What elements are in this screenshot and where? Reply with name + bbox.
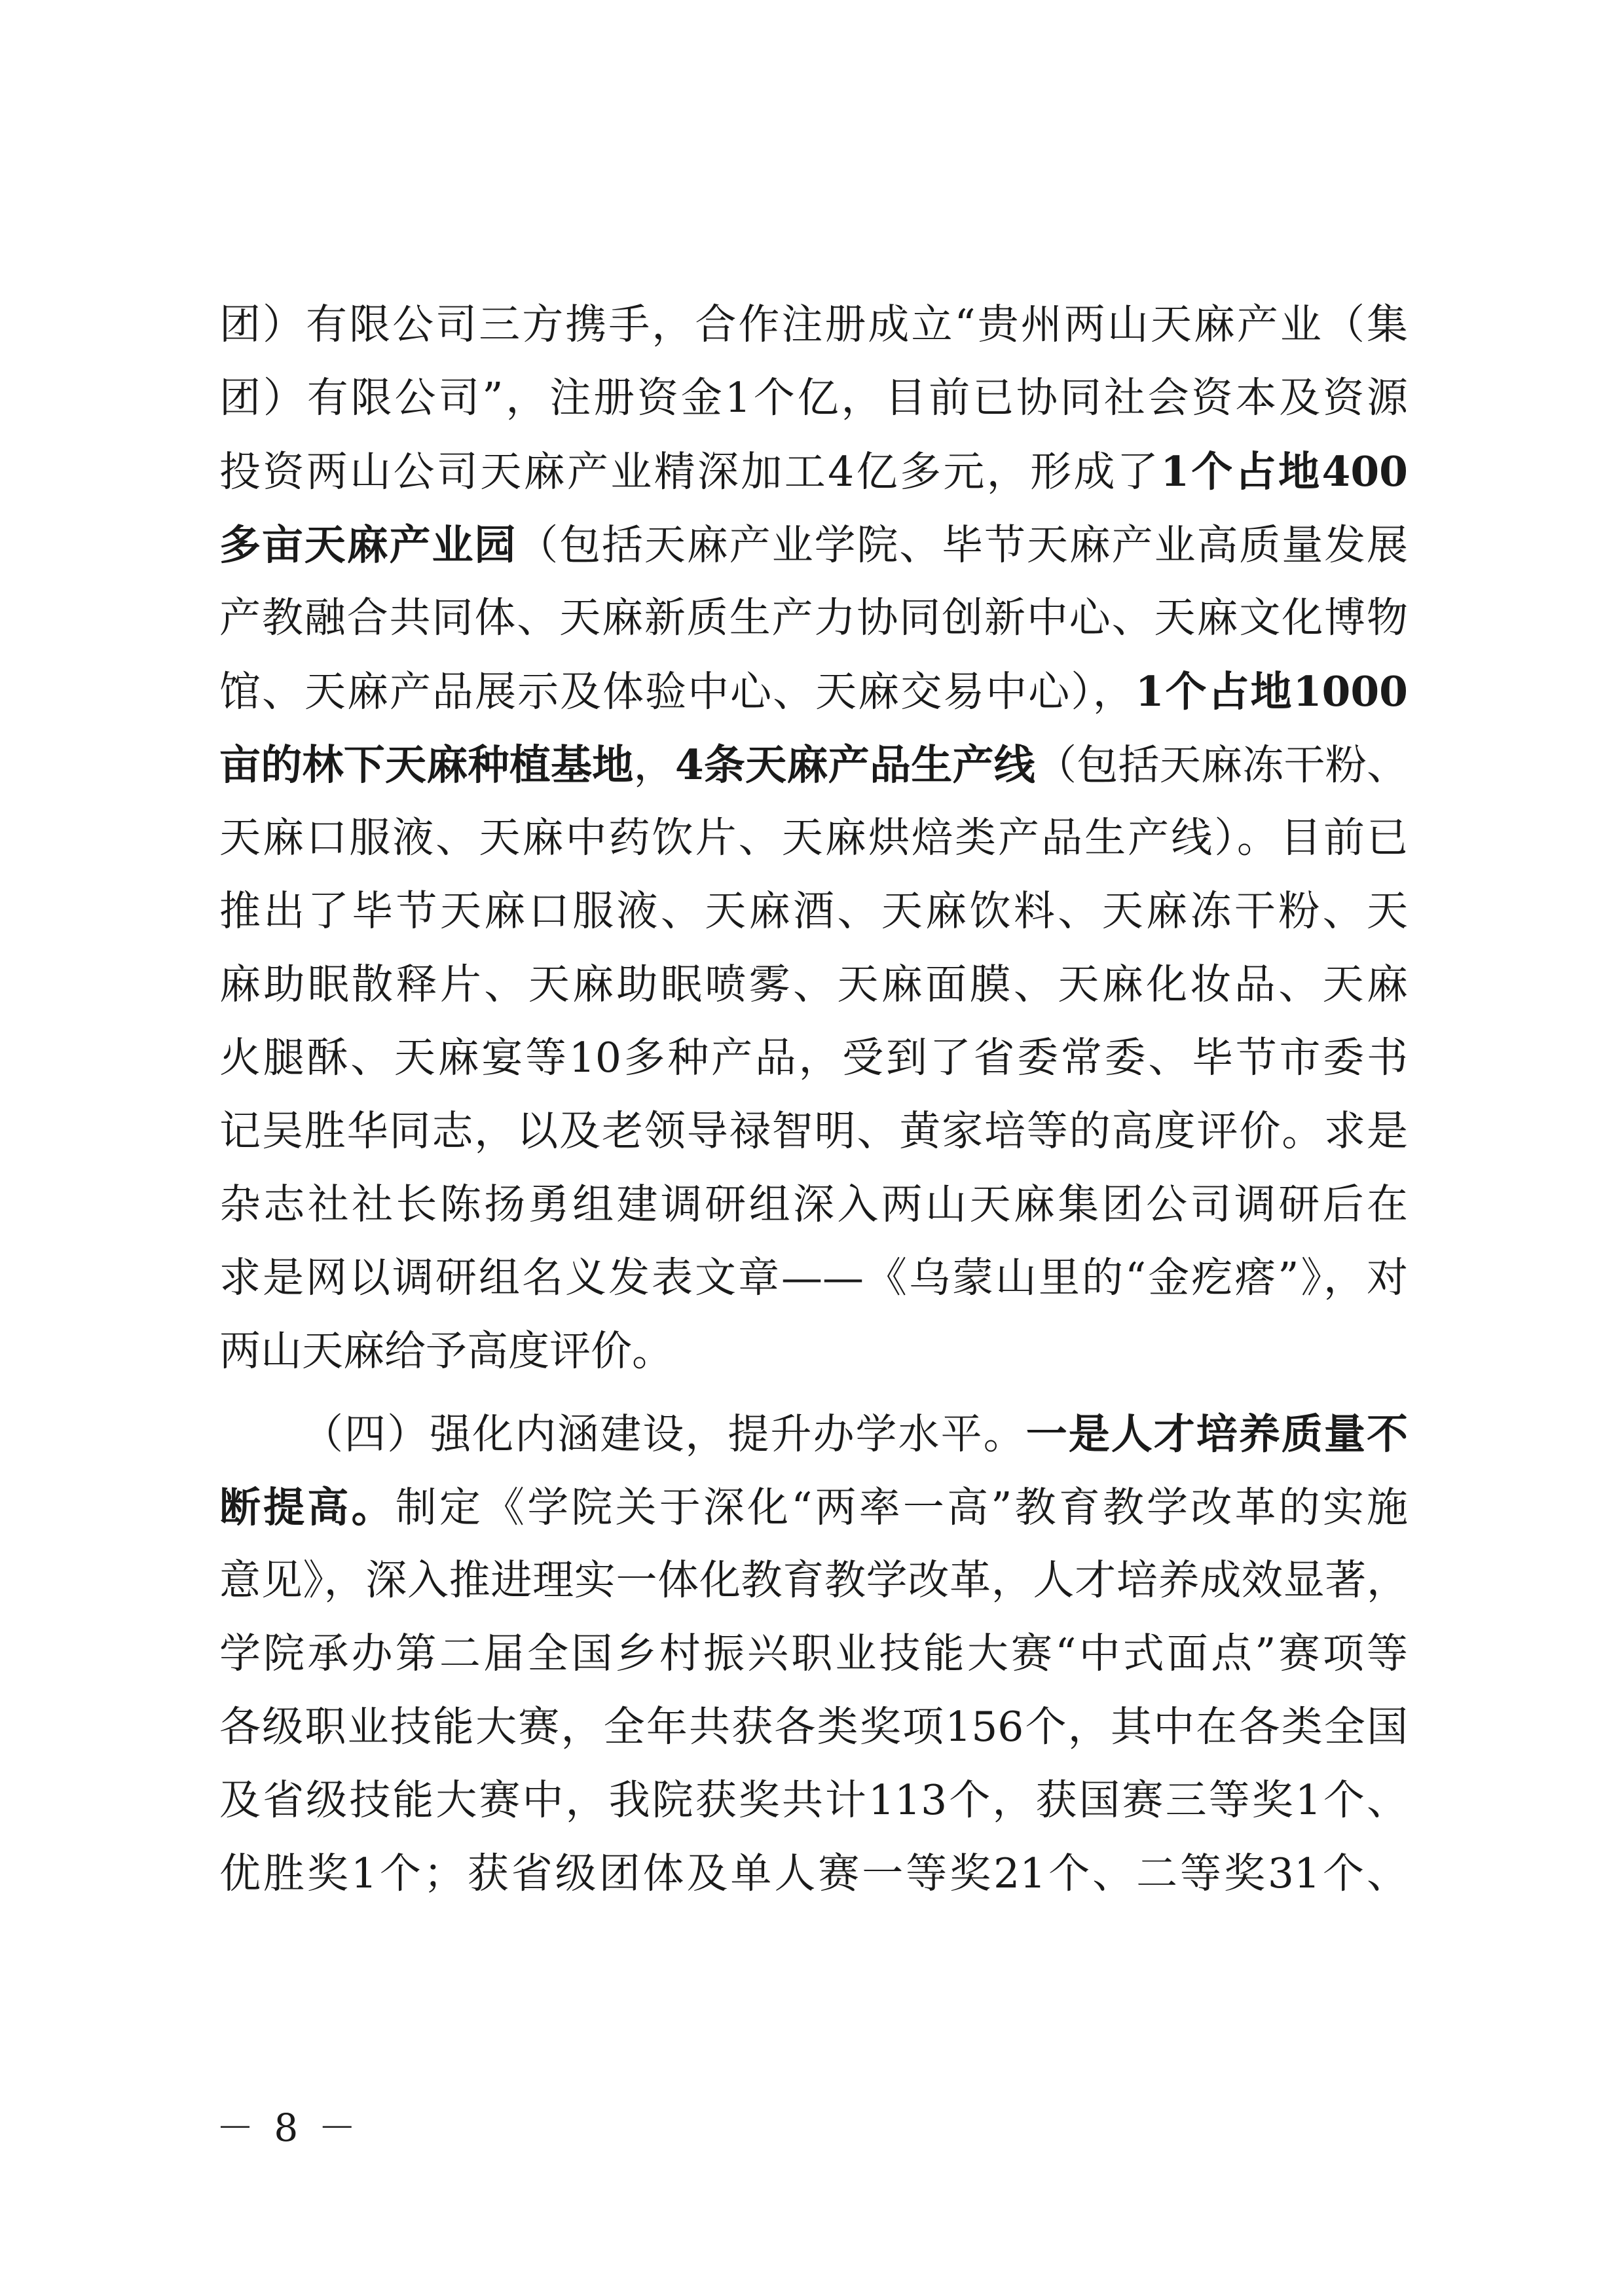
- text-segment: 麻助眠散释片、天麻助眠喷雾、天麻面膜、天麻化妆品、天麻: [219, 960, 1408, 1008]
- text-segment: 求是网以调研组名义发表文章——《乌蒙山里的“金疙瘩”》，对: [219, 1254, 1408, 1302]
- text-segment: 及省级技能大赛中，我院获奖共计113个，获国赛三等奖1个、: [219, 1776, 1408, 1824]
- bold-text: 一是人才培养质量不: [1025, 1410, 1408, 1458]
- text-segment: 意见》，深入推进理实一体化教育教学改革，人才培养成效显著，: [219, 1556, 1408, 1604]
- text-line: [219, 1690, 1408, 1764]
- text-line: [219, 1617, 1408, 1690]
- text-line: [219, 801, 1408, 875]
- text-line: [219, 1544, 1408, 1617]
- text-line: [219, 1470, 1408, 1544]
- text-segment: 制定《学院关于深化“两率一高”教育教学改革的实施: [395, 1484, 1408, 1531]
- text-line: [219, 1021, 1408, 1095]
- text-line: [219, 1837, 1408, 1910]
- text-line: [219, 1764, 1408, 1837]
- bold-text: 4条天麻产品生产线: [674, 740, 1035, 789]
- text-line: [219, 508, 1408, 581]
- text-line: [219, 1095, 1408, 1168]
- bold-text: 1个占地1000: [1135, 667, 1408, 716]
- text-segment: 产教融合共同体、天麻新质生产力协同创新中心、天麻文化博物: [219, 594, 1408, 642]
- text-line: [219, 435, 1408, 508]
- text-segment: 团）有限公司三方携手，合作注册成立“贵州两山天麻产业（集: [219, 301, 1408, 348]
- text-segment: 各级职业技能大赛，全年共获各类奖项156个，其中在各类全国: [219, 1703, 1408, 1751]
- text-line: [219, 728, 1408, 801]
- text-line: [219, 288, 1408, 361]
- text-segment: 火腿酥、天麻宴等10多种产品，受到了省委常委、毕节市委书: [219, 1034, 1408, 1082]
- text-segment: （包括天麻冻干粉、: [1035, 741, 1408, 789]
- text-segment: 天麻口服液、天麻中药饮片、天麻烘焙类产品生产线）。目前已: [219, 814, 1408, 862]
- text-segment: 推出了毕节天麻口服液、天麻酒、天麻饮料、天麻冻干粉、天: [219, 887, 1408, 935]
- text-segment: （四）强化内涵建设，提升办学水平。: [302, 1410, 1026, 1458]
- bold-text: 1个占地400: [1160, 447, 1408, 496]
- text-segment: 杂志社社长陈扬勇组建调研组深入两山天麻集团公司调研后在: [219, 1180, 1408, 1228]
- text-line: [219, 361, 1408, 435]
- text-segment: 学院承办第二届全国乡村振兴职业技能大赛“中式面点”赛项等: [219, 1630, 1408, 1677]
- text-segment: ，: [633, 741, 675, 789]
- text-segment: 投资两山公司天麻产业精深加工4亿多元，形成了: [219, 448, 1161, 496]
- bold-text: 断提高。: [219, 1483, 396, 1531]
- text-segment: 团）有限公司”，注册资金1个亿，目前已协同社会资本及资源: [219, 374, 1408, 422]
- text-segment: 优胜奖1个；获省级团体及单人赛一等奖21个、二等奖31个、: [219, 1850, 1408, 1897]
- text-segment: 两山天麻给予高度评价。: [219, 1327, 673, 1375]
- text-line: [219, 1168, 1408, 1241]
- bold-text: 多亩天麻产业园: [219, 520, 517, 569]
- text-segment: 记吴胜华同志，以及老领导禄智明、黄家培等的高度评价。求是: [219, 1107, 1408, 1155]
- text-line: [219, 655, 1408, 728]
- text-line: [219, 1315, 1408, 1388]
- text-line: [302, 1397, 1408, 1470]
- page-number: － 8 －: [216, 2105, 360, 2150]
- text-line: [219, 581, 1408, 655]
- text-line: [219, 875, 1408, 948]
- text-line: [219, 948, 1408, 1021]
- text-segment: （包括天麻产业学院、毕节天麻产业高质量发展: [517, 521, 1408, 569]
- text-segment: 馆、天麻产品展示及体验中心、天麻交易中心），: [219, 668, 1135, 716]
- bold-text: 亩的林下天麻种植基地: [219, 740, 634, 789]
- text-line: [219, 1241, 1408, 1315]
